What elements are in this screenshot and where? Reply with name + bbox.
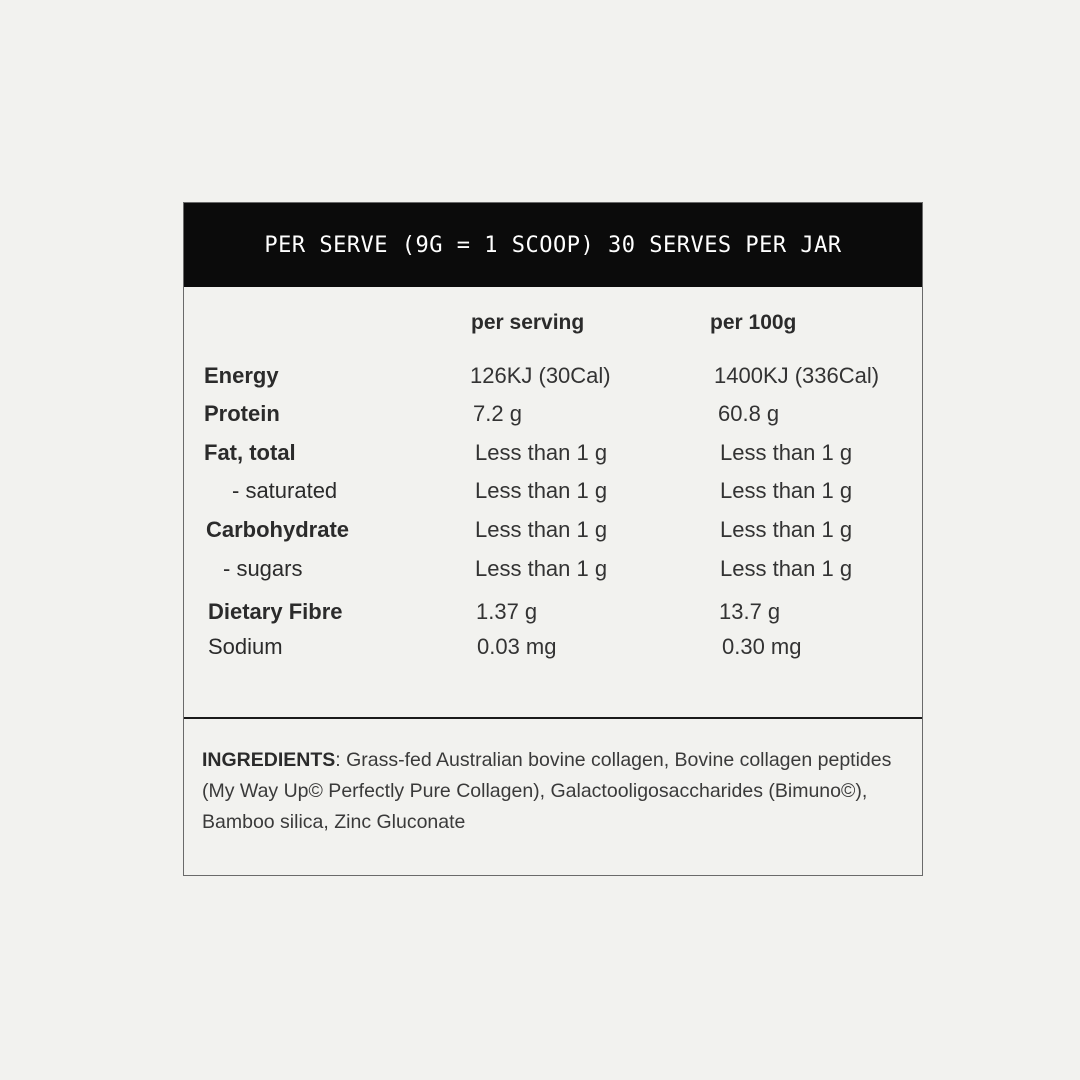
row-value-per-100g: 60.8 g [718,401,780,426]
row-value-per-100g: Less than 1 g [720,440,853,465]
row-value-per-100g: 1400KJ (336Cal) [714,363,880,388]
row-label: - saturated [232,478,338,503]
column-header-per-serving: per serving [471,311,585,334]
row-value-per-serving: Less than 1 g [475,478,608,503]
ingredients-text: : Grass-fed Australian bovine collagen, Bovine collagen peptides (My Way Up© Perfectly Pure Collagen), Galactooligosaccharides (Bimuno©), Bamboo silica, Zinc Gluconate [202,749,892,833]
ingredients-title: INGREDIENTS [202,749,336,771]
row-value-per-100g: Less than 1 g [720,478,853,503]
row-label: Protein [204,401,280,426]
row-value-per-serving: Less than 1 g [475,556,608,581]
table-row-fat-total [184,437,922,469]
row-value-per-serving: 126KJ (30Cal) [470,363,611,388]
table-row-sugars [184,553,922,585]
table-row-dietary-fibre [184,596,922,628]
table-row-sodium [184,631,922,663]
row-value-per-serving: 7.2 g [473,401,522,426]
row-label: - sugars [223,556,303,581]
row-value-per-100g: Less than 1 g [720,556,853,581]
column-header-per-100g: per 100g [710,311,797,334]
table-row-protein [184,398,922,430]
nutrition-panel [183,202,923,876]
row-value-per-100g: 0.30 mg [722,634,802,659]
row-value-per-100g: 13.7 g [719,599,781,624]
row-value-per-serving: Less than 1 g [475,517,608,542]
row-label: Sodium [208,634,283,659]
table-row-saturated [184,475,922,507]
row-value-per-serving: 0.03 mg [477,634,557,659]
table-row-energy [184,360,922,392]
row-value-per-serving: Less than 1 g [475,440,608,465]
row-value-per-100g: Less than 1 g [720,517,853,542]
row-label: Carbohydrate [206,517,350,542]
header-title: PER SERVE (9G = 1 SCOOP) 30 SERVES PER JAR [264,232,842,258]
row-label: Fat, total [204,440,296,465]
panel-header [184,203,922,287]
ingredients-paragraph [202,745,892,838]
row-label: Energy [204,363,279,388]
table-row-carbohydrate [184,514,922,546]
row-value-per-serving: 1.37 g [476,599,538,624]
row-label: Dietary Fibre [208,599,343,624]
section-divider [184,717,922,719]
